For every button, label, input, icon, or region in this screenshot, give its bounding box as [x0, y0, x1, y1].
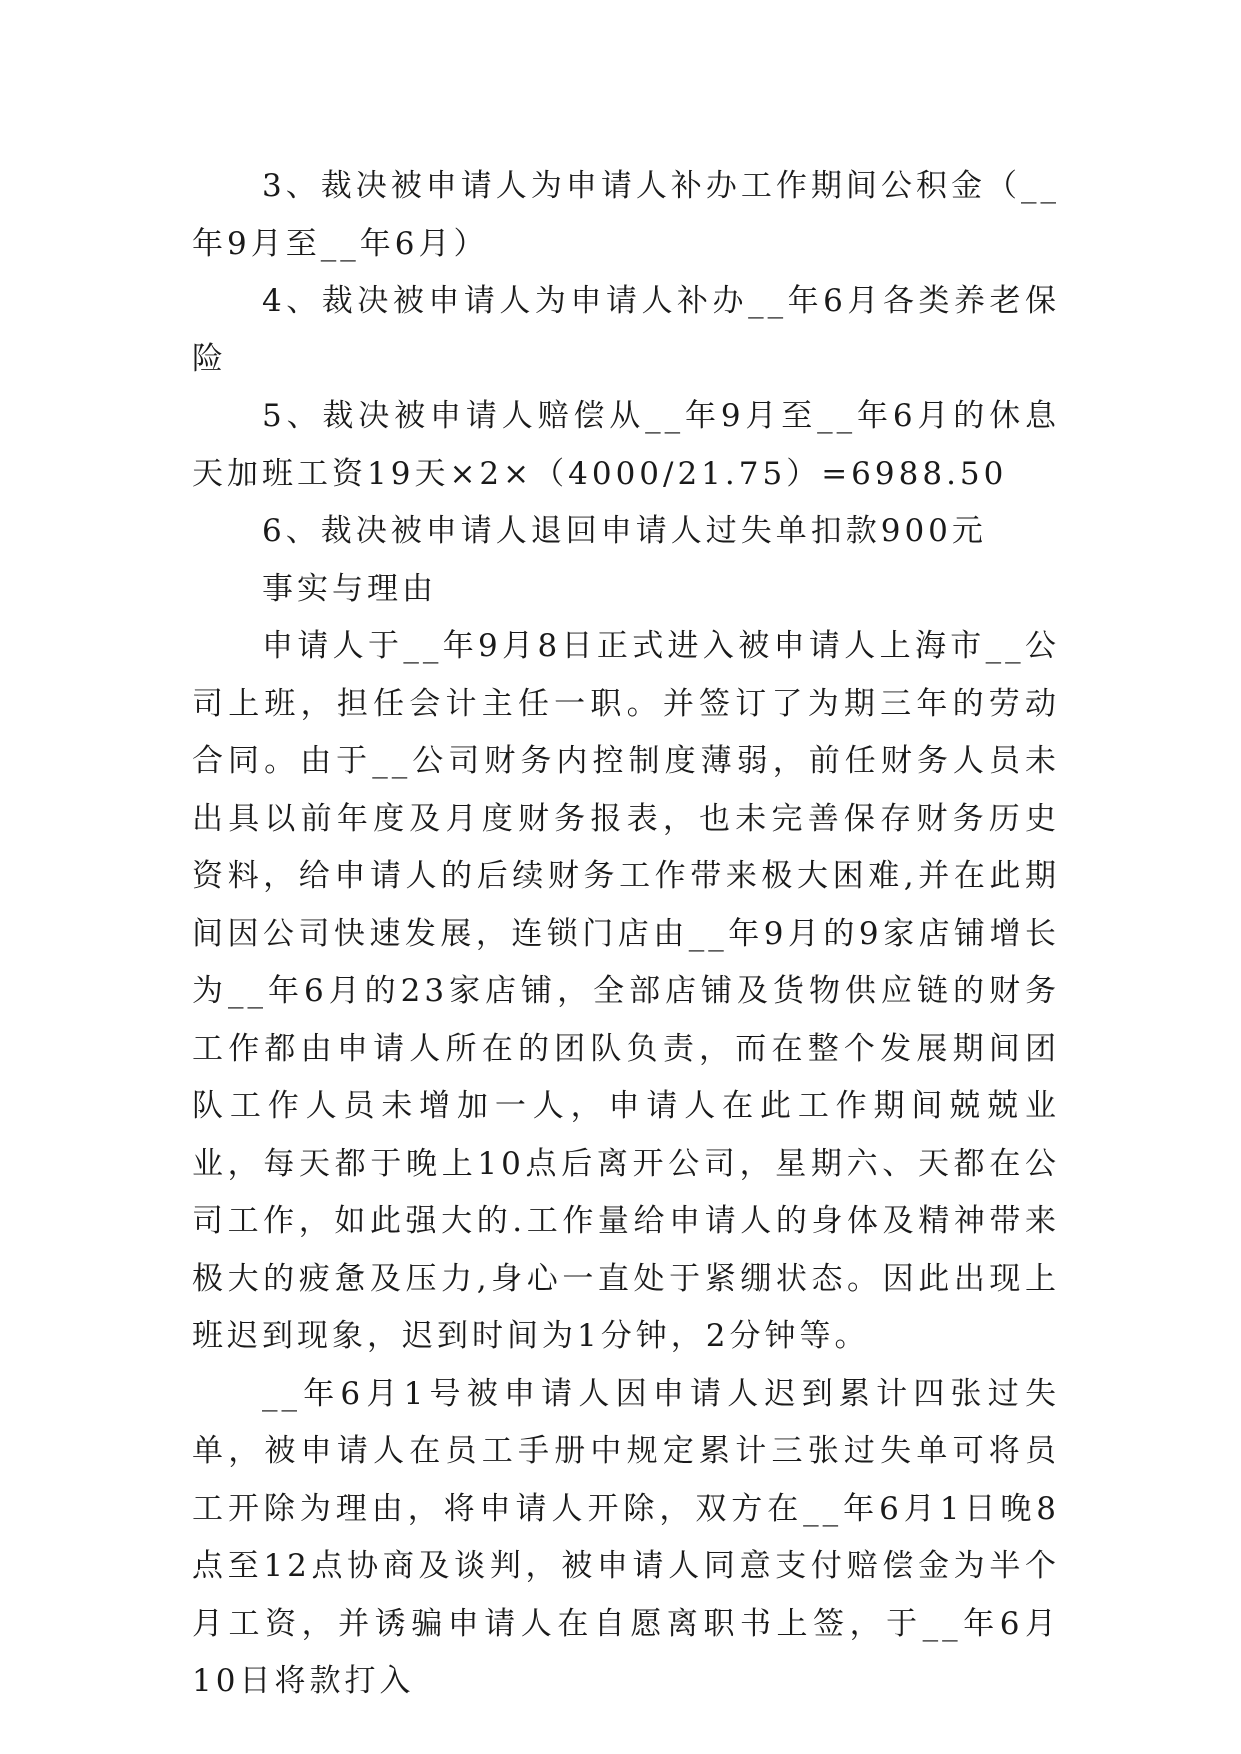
paragraph-claim-4: 4、裁决被申请人为申请人补办__年6月各类养老保险 — [192, 283, 1060, 377]
paragraph-claim-5: 5、裁决被申请人赔偿从__年9月至__年6月的休息天加班工资19天×2×（4000/21.75）=6988.50 — [192, 398, 1060, 492]
document-body — [192, 158, 1060, 1711]
paragraph-facts-1: 申请人于__年9月8日正式进入被申请人上海市__公司上班，担任会计主任一职。并签订了为期三年的劳动合同。由于__公司财务内控制度薄弱，前任财务人员未出具以前年度及月度财务报表，也未完善保存财务历史资料，给申请人的后续财务工作带来极大困难,并在此期间因公司快速发展，连锁门店由__年9月的9家店铺增长为__年6月的23家店铺，全部店铺及货物供应链的财务工作都由申请人所在的团队负责，而在整个发展期间团队工作人员未增加一人，申请人在此工作期间兢兢业业，每天都于晚上10点后离开公司，星期六、天都在公司工作，如此强大的.工作量给申请人的身体及精神带来极大的疲惫及压力,身心一直处于紧绷状态。因此出现上班迟到现象，迟到时间为1分钟，2分钟等。 — [192, 628, 1060, 1354]
section-heading-facts: 事实与理由 — [262, 570, 437, 607]
paragraph-claim-6: 6、裁决被申请人退回申请人过失单扣款900元 — [262, 513, 987, 549]
paragraph-claim-3: 3、裁决被申请人为申请人补办工作期间公积金（__年9月至__年6月） — [192, 168, 1060, 262]
paragraph-facts-2: __年6月1号被申请人因申请人迟到累计四张过失单，被申请人在员工手册中规定累计三张过失单可将员工开除为理由，将申请人开除，双方在__年6月1日晚8点至12点协商及谈判，被申请人同意支付赔偿金为半个月工资，并诱骗申请人在自愿离职书上签，于__年6月10日将款打入 — [192, 1375, 1060, 1699]
